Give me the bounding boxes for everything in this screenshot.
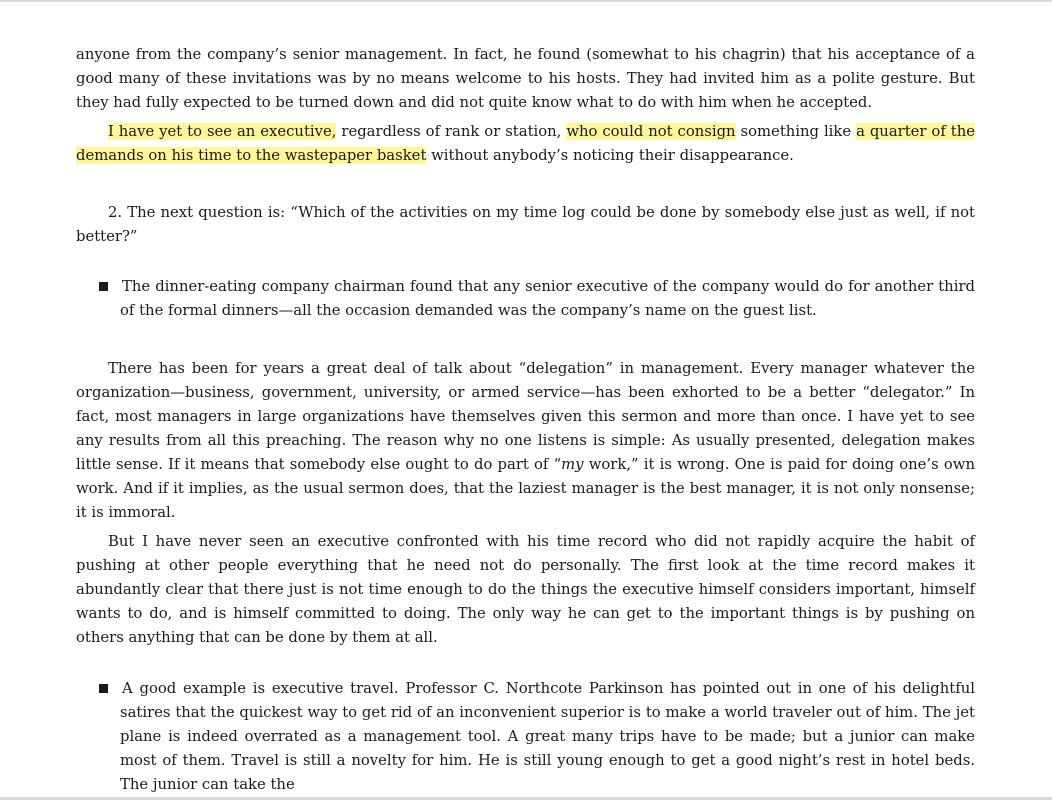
paragraph-1: anyone from the company’s senior management. In fact, he found (somewhat to his chagrin) that his acceptance of a good many of these invitations was by no means welcome to his hosts. They had invited him as a polite gesture. But they had fully expected to be turned down and did not quite know what to do with him when he accepted. bbox=[76, 46, 975, 111]
page-top-edge bbox=[0, 0, 1052, 2]
bullet-item-1-text: The dinner-eating company chairman found that any senior executive of the company would do for another third of the formal dinners—all the occasion demanded was the company’s name on the guest list. bbox=[120, 278, 975, 319]
paragraph-3-emphasis: my bbox=[561, 456, 584, 473]
paragraph-2 bbox=[76, 120, 975, 168]
bullet-item-1 bbox=[76, 275, 975, 323]
bullet-square-icon bbox=[99, 684, 108, 693]
highlight-1[interactable]: I have yet to see an executive, bbox=[108, 123, 337, 140]
highlight-2[interactable]: who could not consign bbox=[566, 123, 736, 140]
paragraph-3-before: There has been for years a great deal of talk about “delegation” in management. Every manager whatever the organization—business, government, university, or armed service—has been exhorted to be a better “delegator.” In fact, most managers in large organizations have themselves given this sermon and more than once. I have yet to see any results from all this preaching. The reason why no one listens is simple: As usually presented, delegation makes little sense. If it means that somebody else ought to do part of “ bbox=[76, 360, 975, 473]
bullet-square-icon bbox=[99, 282, 108, 291]
document-page bbox=[76, 43, 975, 797]
highlight-3[interactable]: a quarter of the demands on his time to the wastepaper basket bbox=[76, 123, 975, 164]
bullet-item-2 bbox=[76, 677, 975, 797]
question-2: 2. The next question is: “Which of the activities on my time log could be done by somebody else just as well, if not better?” bbox=[76, 204, 975, 245]
paragraph-2-text-2: something like bbox=[735, 123, 857, 140]
paragraph-2-text-3: without anybody’s noticing their disappearance. bbox=[426, 147, 794, 164]
bullet-item-2-text: A good example is executive travel. Professor C. Northcote Parkinson has pointed out in one of his delightful satires that the quickest way to get rid of an inconvenient superior is to make a world traveler out of him. The jet plane is indeed overrated as a management tool. A great many trips have to be made; but a junior can make most of them. Travel is still a novelty for him. He is still young enough to get a good night’s rest in hotel beds. The junior can take the bbox=[120, 680, 975, 793]
paragraph-3 bbox=[76, 357, 975, 525]
paragraph-3-after: work,” it is wrong. One is paid for doing one’s own work. And if it implies, as the usual sermon does, that the laziest manager is the best manager, it is not only nonsense; it is immoral. bbox=[76, 456, 975, 521]
paragraph-4: But I have never seen an executive confronted with his time record who did not rapidly acquire the habit of pushing at other people everything that he need not do personally. The first look at the time record makes it abundantly clear that there just is not time enough to do the things the executive himself considers important, himself wants to do, and is himself committed to doing. The only way he can get to the important things is by pushing on others anything that can be done by them at all. bbox=[76, 533, 975, 646]
paragraph-2-text-1: regardless of rank or station, bbox=[336, 123, 567, 140]
